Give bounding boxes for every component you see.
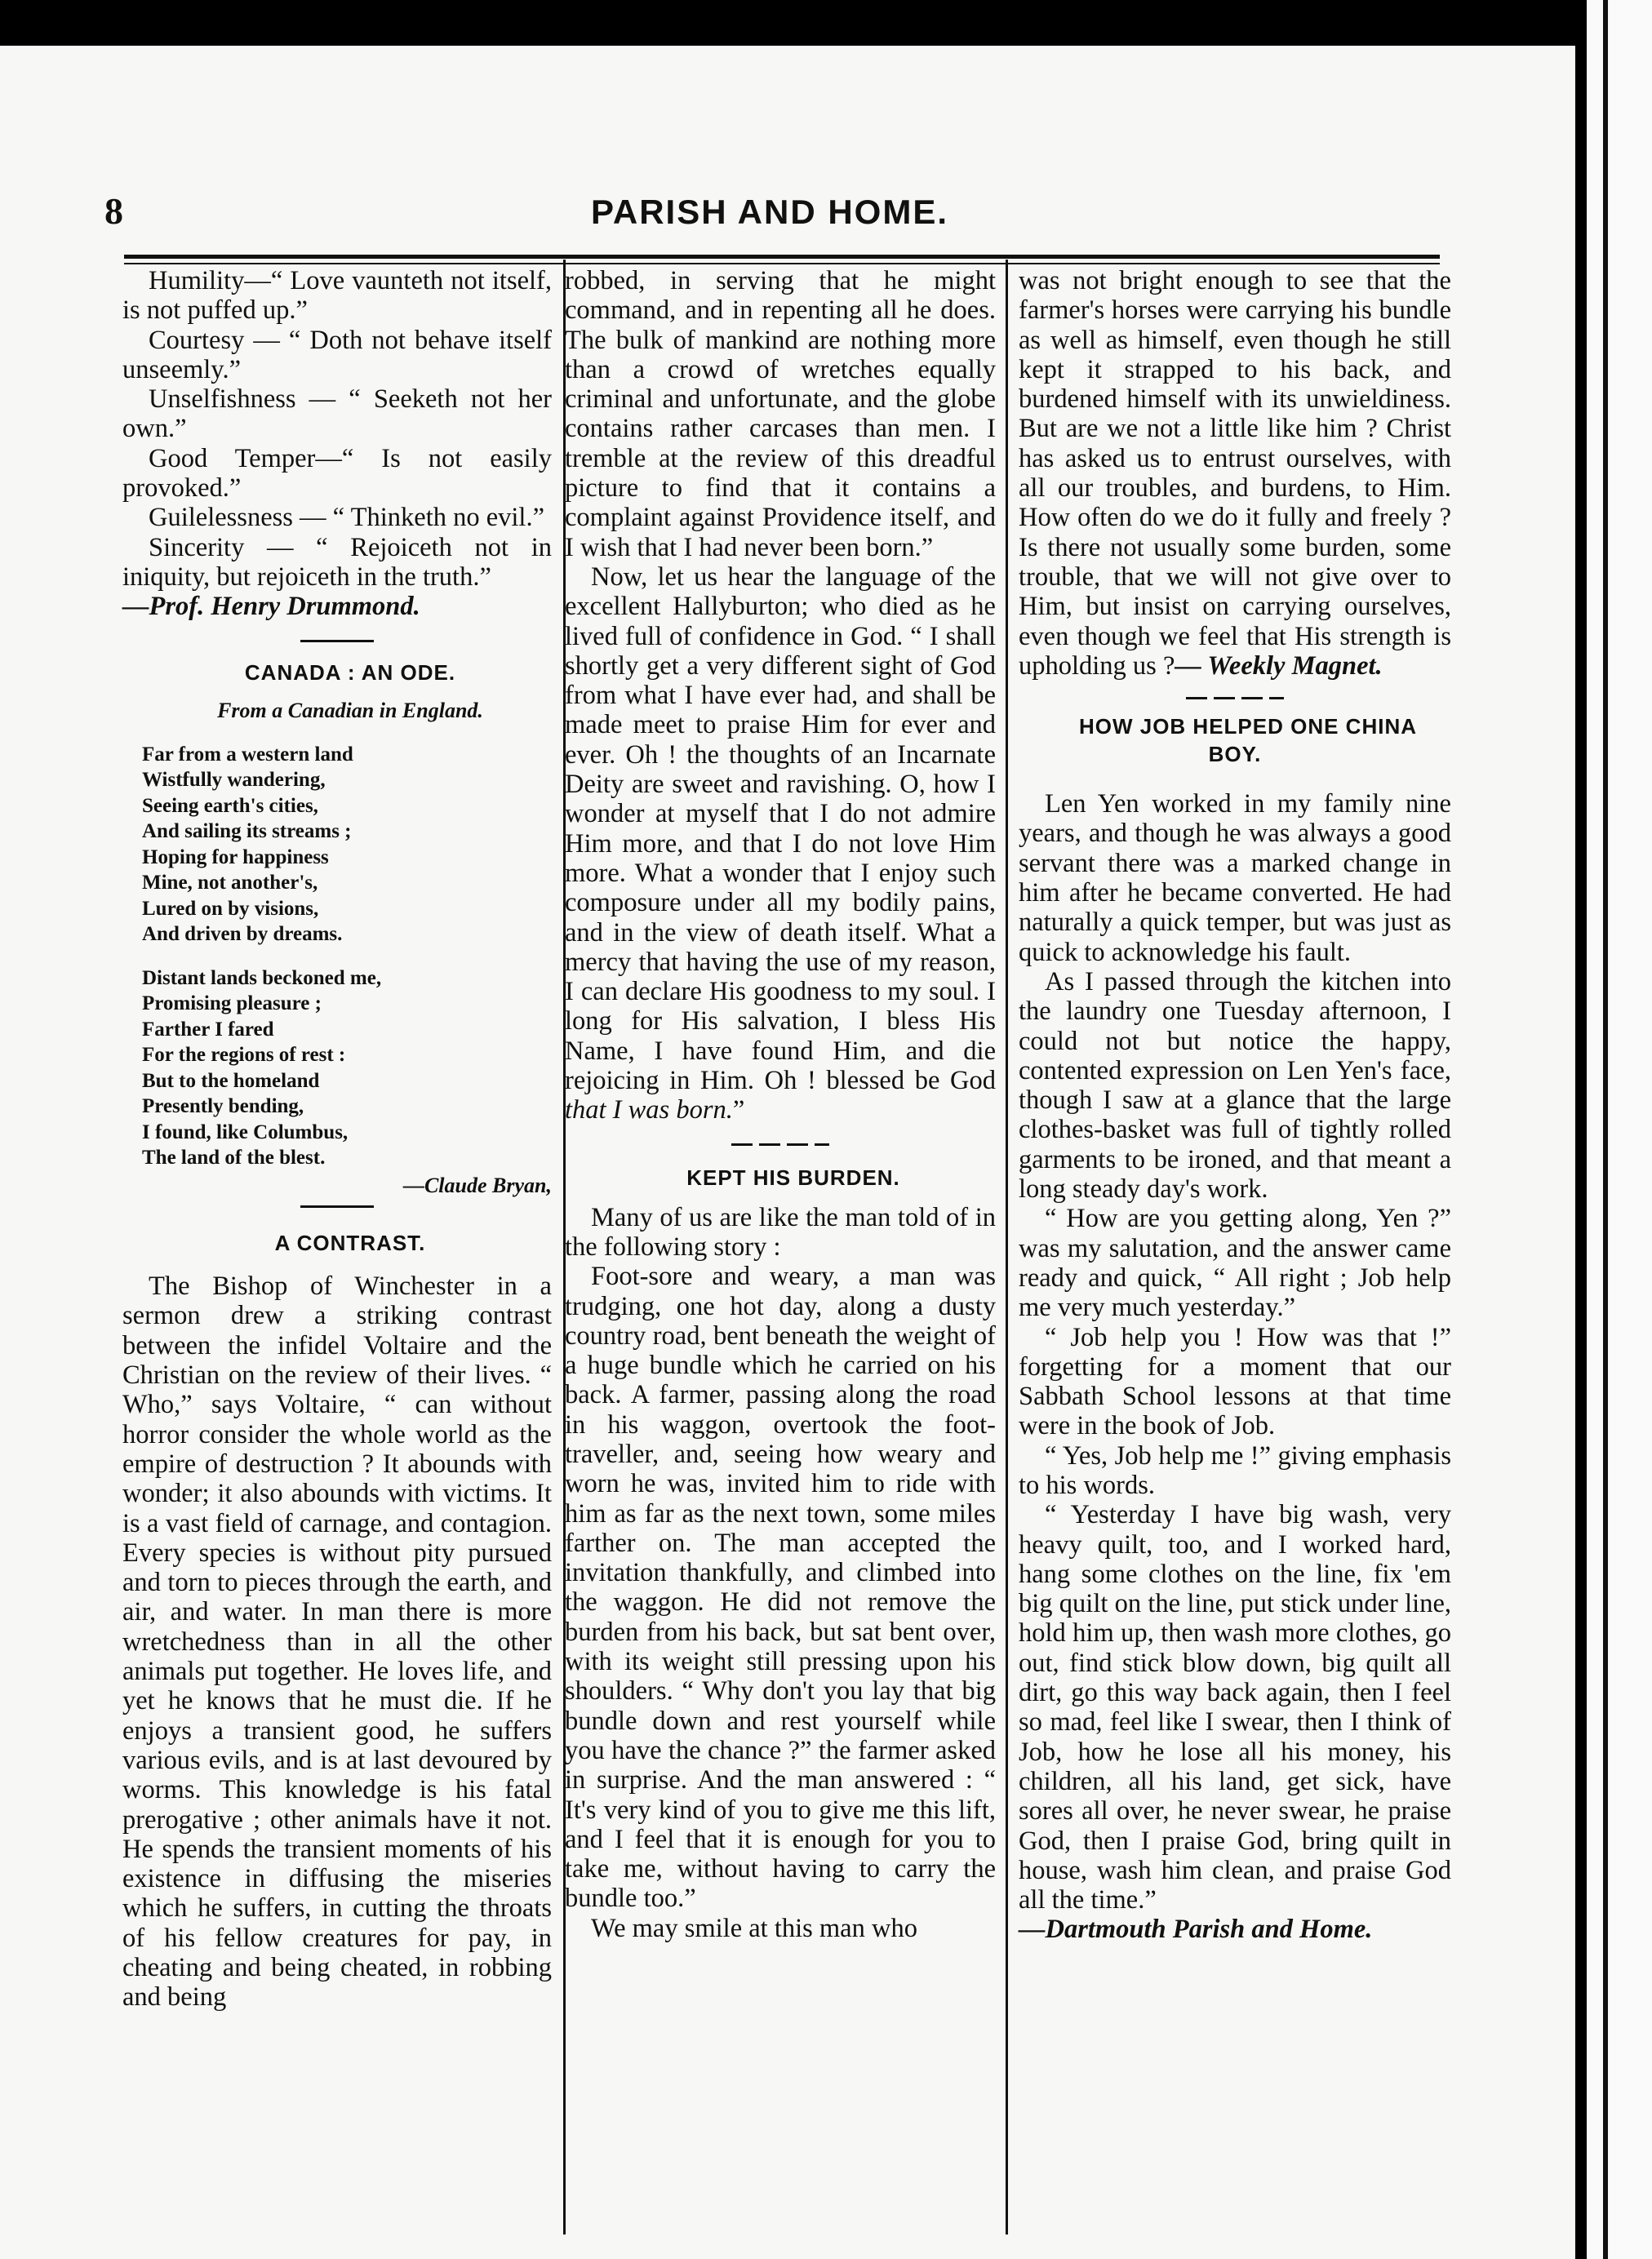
poem-line: Presently bending, <box>142 1095 304 1118</box>
poem-line: Hoping for happiness <box>142 845 329 868</box>
virtue-unselfishness: Unselfishness — “ Seeketh not her own.” <box>122 384 552 444</box>
job-paragraph-2: As I passed through the kitchen into the laundry one Tuesday afternoon, I could not but notice the happy, contented expression on Len Yen's face, though I saw at a glance that the large clothes-basket was full of tightly rolled garments to be ironed, and that meant a long steady day's work. <box>1019 966 1451 1205</box>
hallyburton-end: ” <box>732 1095 745 1125</box>
job-paragraph-4: “ Job help you ! How was that !” forgetting for a moment that our Sabbath School lessons at that time were in the book of Job. <box>1019 1322 1451 1441</box>
ode-subtitle: From a Canadian in England. <box>217 698 483 722</box>
header-rule-thick <box>124 255 1440 259</box>
burden-paragraph-3: We may smile at this man who <box>591 1913 917 1943</box>
page-spine-edge <box>1575 0 1652 2259</box>
job-paragraph-5: “ Yes, Job help me !” giving emphasis to his words. <box>1019 1440 1451 1500</box>
poem-line: The land of the blest. <box>142 1147 326 1169</box>
spine-line <box>1603 0 1608 2259</box>
ode-title: CANADA : AN ODE. <box>244 659 456 685</box>
job-paragraph-1: Len Yen worked in my family nine years, and though he was always a good servant there was a marked change in him after he became converted. He had naturally a quick temper, but was just as quick to acknowledge his fault. <box>1019 789 1451 967</box>
virtue-guilelessness: Guilelessness — “ Thinketh no evil.” <box>149 503 545 533</box>
job-title: HOW JOB HELPED ONE CHINA BOY. <box>1078 714 1418 767</box>
burden-continued <box>1019 266 1451 681</box>
poem-line: But to the homeland <box>142 1069 320 1092</box>
column-1 <box>122 266 552 2013</box>
virtues-author: —Prof. Henry Drummond. <box>122 592 420 622</box>
poem-line: I found, like Columbus, <box>142 1121 349 1143</box>
poem-line: And sailing its streams ; <box>142 820 352 843</box>
poem-line: Wistfully wandering, <box>142 769 326 792</box>
poem-line: Farther I fared <box>142 1018 274 1041</box>
job-attribution: —Dartmouth Parish and Home. <box>1019 1915 1373 1945</box>
page-number: 8 <box>104 190 123 232</box>
hallyburton-italic: that I was born. <box>565 1095 733 1125</box>
ode-author: —Claude Bryan, <box>402 1173 552 1197</box>
burden-paragraph-1: Many of us are like the man told of in the following story : <box>565 1202 996 1262</box>
hallyburton-text: Now, let us hear the language of the excellent Hallyburton; who died as he lived full of confidence in God. “ I shall shortly get a very different sight of God from what I have ever had, and shall be made meet to praise Him for ever and ever. Oh ! the thoughts of an Incarnate Deity are sweet and ravishing. O, how I wonder at myself that I do not admire Him more, and that I do not love Him more. What a wonder that I enjoy such composure under all my bodily pains, and in the view of death itself. What a mercy that having the use of my reason, I can declare His goodness to my soul. I long for His salvation, I bless His Name, I have found Him, and die rejoicing in Him. Oh ! blessed be God <box>565 561 996 1096</box>
column-2 <box>565 266 996 1943</box>
burden-continued-text: was not bright enough to see that the farmer's horses were carrying his bundle as well as himself, even though he still kept it strapped to his back, and burdened himself with its unwieldiness. But are we not a little like him ? Christ has asked us to entrust ourselves, with all our troubles, and burdens, to Him. How often do we do it fully and freely ? Is there not usually some burden, some trouble, that we will not give over to Him, but insist on carrying ourselves, even though we feel that His strength is upholding us ? <box>1019 266 1451 681</box>
ode-stanza-2 <box>142 965 552 1171</box>
burden-title: KEPT HIS BURDEN. <box>686 1165 900 1190</box>
column-3 <box>1019 266 1451 1945</box>
poem-line: Far from a western land <box>142 743 353 766</box>
poem-line: For the regions of rest : <box>142 1044 346 1067</box>
virtue-sincerity: Sincerity — “ Rejoiceth not in iniquity, but rejoiceth in the truth.” <box>122 532 552 592</box>
poem-line: Lured on by visions, <box>142 897 319 920</box>
journal-title: PARISH AND HOME. <box>590 193 948 231</box>
poem-line: Distant lands beckoned me, <box>142 966 382 989</box>
page-header <box>104 189 1435 238</box>
contrast-continued: robbed, in serving that he might command, and in repenting all he does. The bulk of mankind are nothing more than a crowd of wretches equally criminal and unfortunate, and the globe contains rather carcases than men. I tremble at the review of this dreadful picture to find that it contains a complaint against Providence itself, and I wish that I had never been born.” <box>565 266 996 562</box>
poem-line: And driven by dreams. <box>142 923 343 946</box>
poem-line: Seeing earth's cities, <box>142 794 318 817</box>
job-paragraph-3: “ How are you getting along, Yen ?” was my salutation, and the answer came ready and quick, “ All right ; Job help me very much yesterday.” <box>1019 1204 1451 1323</box>
burden-attribution: — Weekly Magnet. <box>1175 650 1383 681</box>
column-divider-2 <box>1006 260 1008 2235</box>
poem-line: Promising pleasure ; <box>142 992 322 1015</box>
contrast-text: The Bishop of Winchester in a sermon drew a striking contrast between the infidel Voltaire and the Christian on the review of their lives. “ Who,” says Voltaire, “ can without horror consider the whole world as the empire of destruction ? It abounds with wonder; it also abounds with victims. It is a vast field of carnage, and contagion. Every species is without pity pursued and torn to pieces through the earth, and air, and water. In man there is more wretchedness than in all the other animals put together. He loves life, and yet he knows that he must die. If he enjoys a transient good, he suffers various evils, and is at last devoured by worms. This knowledge is his fatal prerogative ; other animals have it not. He spends the transient moments of his existence in diffusing the miseries which he suffers, in cutting the throats of his fellow creatures for pay, in cheating and being cheated, in robbing and being <box>122 1272 552 2013</box>
poem-line: Mine, not another's, <box>142 872 318 894</box>
header-rule-thin <box>124 263 1440 264</box>
contrast-title: A CONTRAST. <box>274 1231 426 1256</box>
virtue-humility: Humility—“ Love vaunteth not itself, is not puffed up.” <box>122 266 552 326</box>
hallyburton-paragraph <box>565 562 996 1125</box>
ode-stanza-1 <box>142 742 552 948</box>
virtue-courtesy: Courtesy — “ Doth not behave itself unseemly.” <box>122 325 552 384</box>
job-paragraph-6: “ Yesterday I have big wash, very heavy quilt, too, and I worked hard, hang some clothes on the line, fix 'em big quilt on the line, put stick under line, hold him up, then wash more clothes, go out, find stick blow down, big quilt all dirt, go this way back again, then I feel so mad, feel like I swear, then I think of Job, how he lose all his money, his children, all his land, get sick, have sores all over, he never swear, he praise God, then I praise God, bring quilt in house, wash him clean, and praise God all the time.” <box>1019 1500 1451 1915</box>
virtue-good-temper: Good Temper—“ Is not easily provoked.” <box>122 443 552 504</box>
burden-paragraph-2: Foot-sore and weary, a man was trudging, one hot day, along a dusty country road, bent beneath the weight of a huge bundle which he carried on his back. A farmer, passing along the road in his waggon, overtook the foot-traveller, and, seeing how weary and worn he was, invited him to ride with him as far as the next town, some miles farther on. The man accepted the invitation thankfully, and climbed into the waggon. He did not remove the burden from his back, but sat bent over, with its weight still pressing upon his shoulders. “ Why don't you lay that big bundle down and rest yourself while you have the chance ?” the farmer asked in surprise. And the man answered : “ It's very kind of you to give me this lift, and I feel that it is enough for you to take me, without having to carry the bundle too.” <box>565 1262 996 1914</box>
